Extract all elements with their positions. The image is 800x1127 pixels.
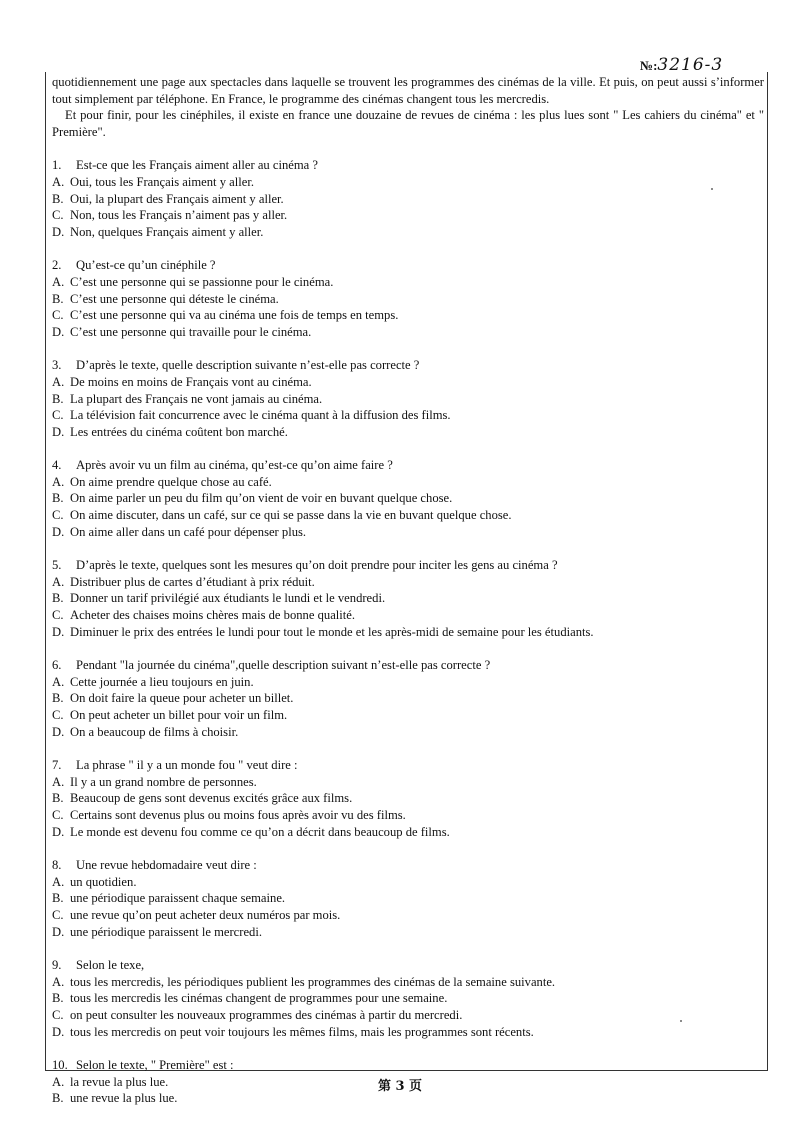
option-letter: D.: [52, 324, 65, 339]
option-text: une revue la plus lue.: [70, 1091, 178, 1106]
question-text: Est-ce que les Français aiment aller au cinéma ?: [76, 158, 318, 173]
option-letter: A.: [52, 874, 65, 889]
option-text: C’est une personne qui se passionne pour le cinéma.: [70, 274, 334, 289]
answer-option: [52, 707, 764, 724]
option-letter: D.: [52, 224, 65, 239]
option-text: La télévision fait concurrence avec le cinéma quant à la diffusion des films.: [70, 408, 451, 423]
question-number: 4.: [52, 458, 62, 473]
option-letter: A.: [52, 574, 65, 589]
option-text: Non, quelques Français aiment y aller.: [70, 224, 264, 239]
question-number: 7.: [52, 758, 62, 773]
answer-option: [52, 424, 764, 441]
option-letter: B.: [52, 1091, 64, 1106]
answer-option: [52, 1024, 764, 1041]
answer-option: [52, 291, 764, 308]
answer-option: [52, 674, 764, 691]
answer-option: [52, 624, 764, 641]
question-block: [52, 757, 764, 840]
answer-option: [52, 391, 764, 408]
option-text: on peut consulter les nouveaux programmes des cinémas à partir du mercredi.: [70, 1007, 463, 1022]
question-stem: [52, 457, 764, 474]
option-letter: B.: [52, 491, 64, 506]
option-letter: A.: [52, 974, 65, 989]
option-letter: C.: [52, 508, 64, 523]
answer-option: [52, 407, 764, 424]
option-text: Les entrées du cinéma coûtent bon marché.: [70, 424, 288, 439]
question-number: 5.: [52, 558, 62, 573]
question-text: Selon le texe,: [76, 958, 145, 973]
option-text: La plupart des Français ne vont jamais au cinéma.: [70, 391, 323, 406]
question-block: [52, 157, 764, 240]
question-text: La phrase " il y a un monde fou " veut dire :: [76, 758, 298, 773]
answer-option: [52, 874, 764, 891]
option-letter: B.: [52, 191, 64, 206]
answer-option: [52, 224, 764, 241]
answer-option: [52, 907, 764, 924]
answer-option: [52, 590, 764, 607]
option-letter: D.: [52, 724, 65, 739]
option-letter: D.: [52, 924, 65, 939]
option-text: tous les mercredis, les périodiques publient les programmes des cinémas de la semaine suivante.: [70, 974, 556, 989]
option-letter: C.: [52, 608, 64, 623]
answer-option: [52, 307, 764, 324]
option-text: Donner un tarif privilégié aux étudiants le lundi et le vendredi.: [70, 591, 386, 606]
option-letter: A.: [52, 374, 65, 389]
question-stem: [52, 657, 764, 674]
question-text: D’après le texte, quelle description suivante n’est-elle pas correcte ?: [76, 358, 420, 373]
option-letter: B.: [52, 391, 64, 406]
answer-option: [52, 974, 764, 991]
question-block: [52, 857, 764, 940]
answer-option: [52, 1007, 764, 1024]
option-text: Oui, tous les Français aiment y aller.: [70, 174, 254, 189]
option-letter: D.: [52, 524, 65, 539]
option-letter: A.: [52, 474, 65, 489]
option-letter: B.: [52, 291, 64, 306]
question-stem: [52, 557, 764, 574]
option-text: Distribuer plus de cartes d’étudiant à prix réduit.: [70, 574, 315, 589]
question-number: 1.: [52, 158, 62, 173]
answer-option: [52, 507, 764, 524]
answer-option: [52, 191, 764, 208]
answer-option: [52, 690, 764, 707]
answer-option: [52, 574, 764, 591]
option-text: Certains sont devenus plus ou moins fous après avoir vu des films.: [70, 807, 406, 822]
answer-option: [52, 474, 764, 491]
option-text: Cette journée a lieu toujours en juin.: [70, 674, 254, 689]
option-letter: B.: [52, 791, 64, 806]
question-block: [52, 357, 764, 440]
question-number: 2.: [52, 258, 62, 273]
option-letter: C.: [52, 208, 64, 223]
option-text: Non, tous les Français n’aiment pas y aller.: [70, 208, 288, 223]
option-text: De moins en moins de Français vont au cinéma.: [70, 374, 312, 389]
answer-option: [52, 924, 764, 941]
option-letter: B.: [52, 991, 64, 1006]
scan-speck: [680, 1020, 682, 1022]
question-text: Pendant "la journée du cinéma",quelle description suivant n’est-elle pas correcte ?: [76, 658, 491, 673]
option-text: une périodique paraissent chaque semaine.: [70, 891, 286, 906]
option-letter: D.: [52, 424, 65, 439]
option-letter: A.: [52, 1074, 65, 1089]
option-text: tous les mercredis on peut voir toujours les mêmes films, mais les programmes sont récents.: [70, 1024, 534, 1039]
option-text: C’est une personne qui déteste le cinéma.: [70, 291, 279, 306]
option-text: la revue la plus lue.: [70, 1074, 169, 1089]
option-letter: D.: [52, 1024, 65, 1039]
answer-option: [52, 724, 764, 741]
answer-option: [52, 374, 764, 391]
option-text: On aime aller dans un café pour dépenser plus.: [70, 524, 307, 539]
option-letter: A.: [52, 674, 65, 689]
option-letter: B.: [52, 591, 64, 606]
answer-option: [52, 807, 764, 824]
answer-option: [52, 524, 764, 541]
answer-option: [52, 824, 764, 841]
option-text: Beaucoup de gens sont devenus excités grâce aux films.: [70, 791, 353, 806]
question-stem: [52, 957, 764, 974]
question-number: 9.: [52, 958, 62, 973]
option-text: On aime prendre quelque chose au café.: [70, 474, 272, 489]
question-text: Selon le texte, " Première" est :: [76, 1058, 234, 1073]
option-text: On aime parler un peu du film qu’on vient de voir en buvant quelque chose.: [70, 491, 453, 506]
question-number: 3.: [52, 358, 62, 373]
question-stem: [52, 257, 764, 274]
option-text: Acheter des chaises moins chères mais de bonne qualité.: [70, 608, 356, 623]
question-stem: [52, 857, 764, 874]
question-number: 8.: [52, 858, 62, 873]
page-number-value: 3216-3: [657, 55, 724, 75]
option-letter: C.: [52, 1007, 64, 1022]
option-text: On a beaucoup de films à choisir.: [70, 724, 239, 739]
question-block: [52, 957, 764, 1040]
question-stem: [52, 1057, 764, 1074]
option-letter: C.: [52, 408, 64, 423]
scan-speck: [711, 188, 713, 190]
answer-option: [52, 774, 764, 791]
option-letter: A.: [52, 274, 65, 289]
option-letter: A.: [52, 774, 65, 789]
question-block: [52, 557, 764, 640]
option-text: C’est une personne qui va au cinéma une fois de temps en temps.: [70, 308, 399, 323]
option-letter: B.: [52, 691, 64, 706]
answer-option: [52, 274, 764, 291]
question-block: [52, 457, 764, 540]
question-stem: [52, 157, 764, 174]
answer-option: [52, 324, 764, 341]
option-text: Il y a un grand nombre de personnes.: [70, 774, 257, 789]
document-body: [52, 74, 764, 1107]
answer-option: [52, 990, 764, 1007]
question-list: [52, 157, 764, 1107]
answer-option: [52, 790, 764, 807]
option-letter: D.: [52, 624, 65, 639]
option-text: Oui, la plupart des Français aiment y aller.: [70, 191, 284, 206]
option-text: une revue qu’on peut acheter deux numéros par mois.: [70, 907, 341, 922]
answer-option: [52, 174, 764, 191]
option-letter: C.: [52, 907, 64, 922]
question-text: Après avoir vu un film au cinéma, qu’est-ce qu’on aime faire ?: [76, 458, 393, 473]
question-text: Une revue hebdomadaire veut dire :: [76, 858, 257, 873]
answer-option: [52, 890, 764, 907]
option-text: On peut acheter un billet pour voir un film.: [70, 708, 288, 722]
option-letter: D.: [52, 824, 65, 839]
option-text: tous les mercredis les cinémas changent de programmes pour une semaine.: [70, 991, 448, 1006]
option-letter: A.: [52, 174, 65, 189]
option-text: C’est une personne qui travaille pour le cinéma.: [70, 324, 312, 339]
question-stem: [52, 757, 764, 774]
question-block: [52, 257, 764, 340]
question-number: 10.: [52, 1058, 68, 1073]
answer-option: [52, 207, 764, 224]
page-footer: 第 3 页: [377, 1079, 423, 1094]
option-letter: C.: [52, 308, 64, 323]
question-number: 6.: [52, 658, 62, 673]
question-text: Qu’est-ce qu’un cinéphile ?: [76, 258, 216, 273]
option-text: Diminuer le prix des entrées le lundi pour tout le monde et les après-midi de semaine pour les étudiants.: [70, 624, 594, 639]
option-text: Le monde est devenu fou comme ce qu’on a décrit dans beaucoup de films.: [70, 824, 450, 839]
question-block: [52, 657, 764, 740]
answer-option: [52, 490, 764, 507]
option-text: On aime discuter, dans un café, sur ce qui se passe dans la vie en buvant quelque chose.: [70, 508, 512, 523]
question-stem: [52, 357, 764, 374]
option-text: On doit faire la queue pour acheter un billet.: [70, 691, 294, 706]
intro-passage: [52, 74, 764, 140]
intro-paragraph: Et pour finir, pour les cinéphiles, il existe en france une douzaine de revues de cinéma : les plus lues sont " Les cahiers du cinéma" et " Première".: [52, 108, 764, 139]
option-text: un quotidien.: [70, 874, 137, 889]
answer-option: [52, 607, 764, 624]
page-number-prefix: №:: [640, 58, 658, 73]
option-letter: C.: [52, 708, 64, 722]
option-text: une périodique paraissent le mercredi.: [70, 924, 262, 939]
option-letter: B.: [52, 891, 64, 906]
intro-paragraph: quotidiennement une page aux spectacles dans laquelle se trouvent les programmes des cinémas de la ville. Et puis, on peut aussi s’informer tout simplement par téléphone. En France, le programme des cinémas changent tous les mercredis.: [52, 75, 764, 106]
question-text: D’après le texte, quelques sont les mesures qu’on doit prendre pour inciter les gens au cinéma ?: [76, 558, 558, 573]
option-letter: C.: [52, 807, 64, 822]
